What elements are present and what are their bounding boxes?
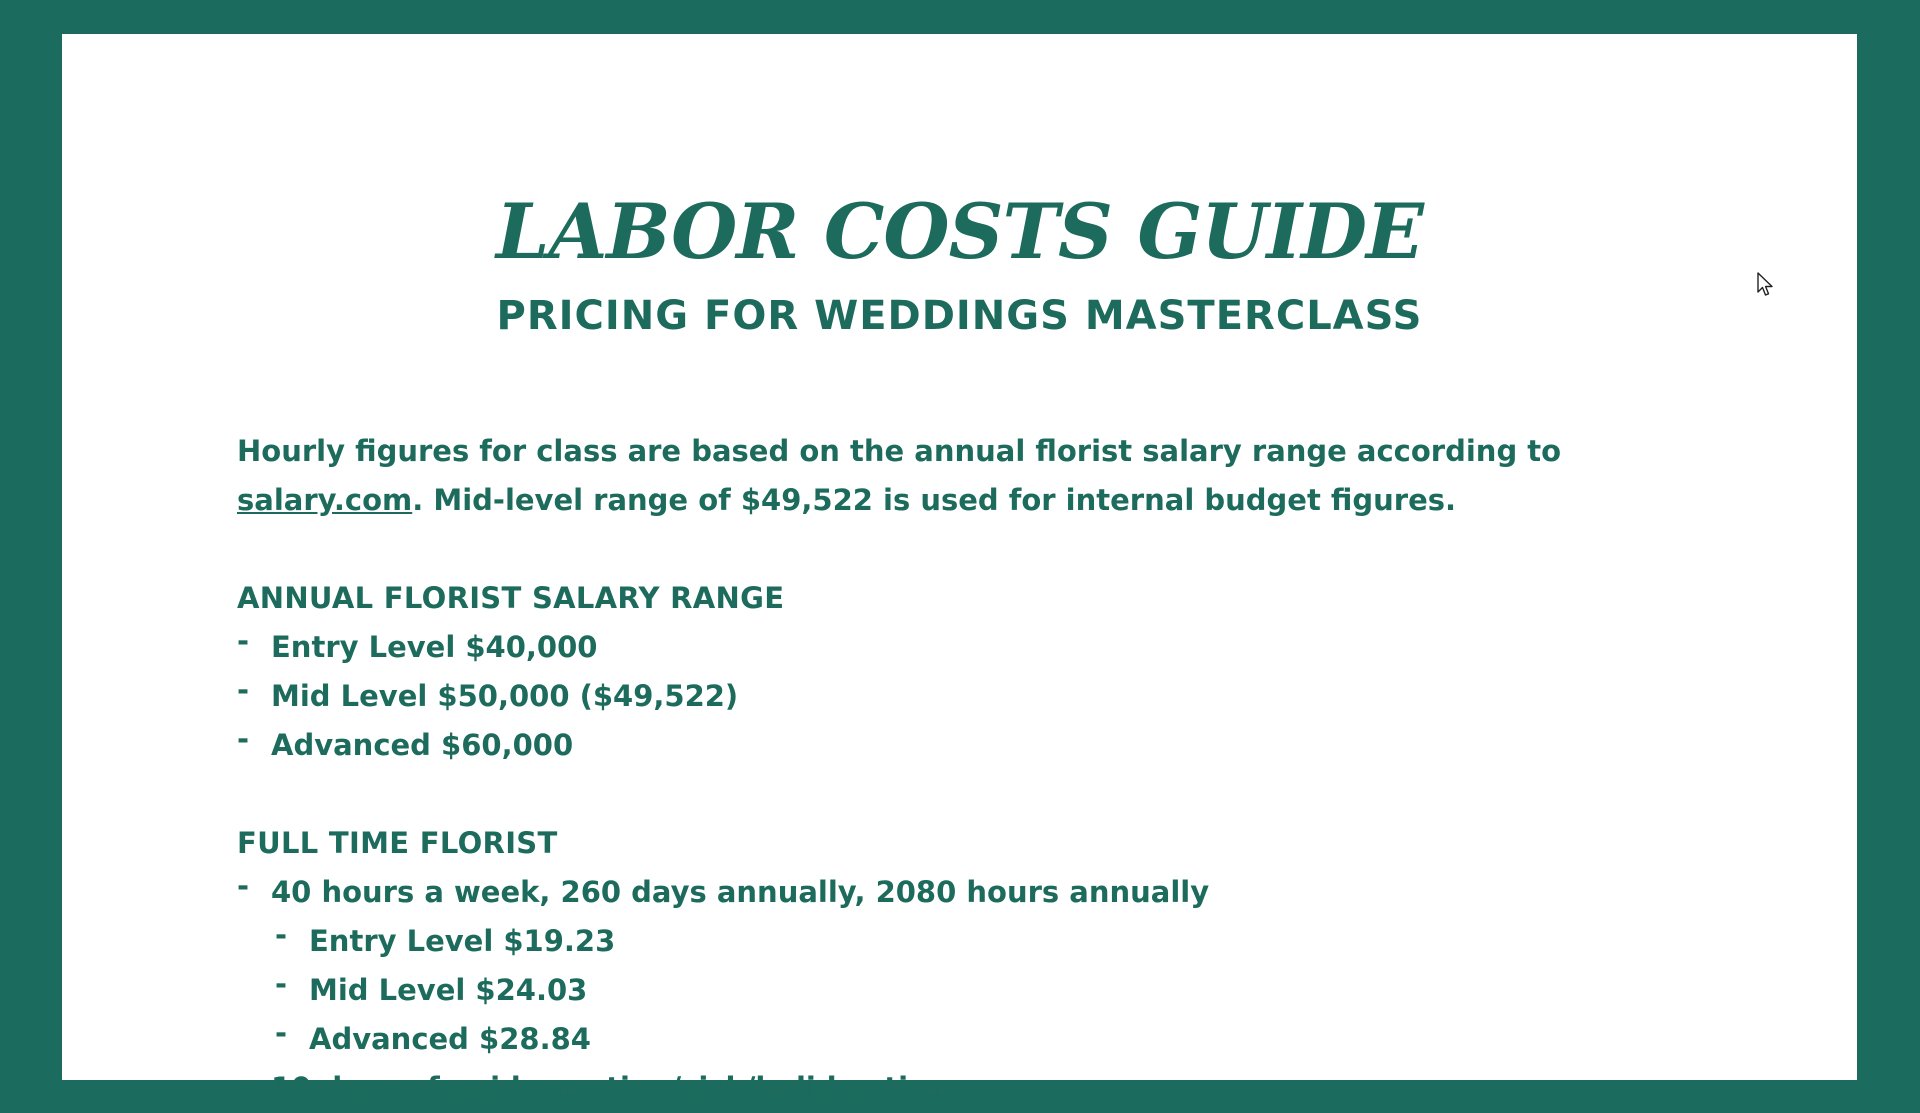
bullet-dash: -: [237, 722, 250, 756]
salary-range-heading: ANNUAL FLORIST SALARY RANGE: [237, 581, 785, 615]
bullet-dash: -: [275, 918, 288, 952]
list-item: [237, 721, 1637, 770]
bullet-dash: -: [237, 1065, 250, 1099]
list-item-text: Mid Level $50,000 ($49,522): [271, 679, 739, 713]
salary-link[interactable]: salary.com: [237, 483, 413, 517]
list-item-text: 10 days of paid vacation/sick/holiday time: [271, 1071, 958, 1105]
intro-text: Hourly figures for class are based on the annual florist salary range according to: [237, 434, 1562, 468]
bullet-dash: -: [237, 869, 250, 903]
list-item-text: Advanced $28.84: [309, 1022, 591, 1056]
list-item-text: Entry Level $19.23: [309, 924, 616, 958]
document-page: [62, 34, 1857, 1105]
bullet-dash: -: [275, 1016, 288, 1050]
list-item-text: 40 hours a week, 260 days annually, 2080 hours annually: [271, 875, 1210, 909]
list-item: [237, 623, 1637, 672]
intro-paragraph: [237, 427, 1637, 525]
full-time-heading: FULL TIME FLORIST: [237, 826, 558, 860]
sub-list-item: [237, 1015, 1637, 1064]
page-subtitle: PRICING FOR WEDDINGS MASTERCLASS: [496, 293, 1423, 339]
list-item-text: Entry Level $40,000: [271, 630, 598, 664]
bullet-dash: -: [275, 967, 288, 1001]
sub-list-item: [237, 917, 1637, 966]
intro-text-continued: . Mid-level range of $49,522 is used for internal budget figures.: [412, 483, 1457, 517]
list-item: [237, 1064, 1637, 1113]
list-item: [237, 868, 1637, 917]
list-item: [237, 672, 1637, 721]
mouse-pointer-icon: [1756, 272, 1776, 298]
bullet-dash: -: [237, 624, 250, 658]
document-body: [237, 427, 1637, 1113]
list-item-text: Advanced $60,000: [271, 728, 574, 762]
page-title: LABOR COSTS GUIDE: [496, 187, 1423, 276]
list-item-text: Mid Level $24.03: [309, 973, 588, 1007]
sub-list-item: [237, 966, 1637, 1015]
bullet-dash: -: [237, 673, 250, 707]
